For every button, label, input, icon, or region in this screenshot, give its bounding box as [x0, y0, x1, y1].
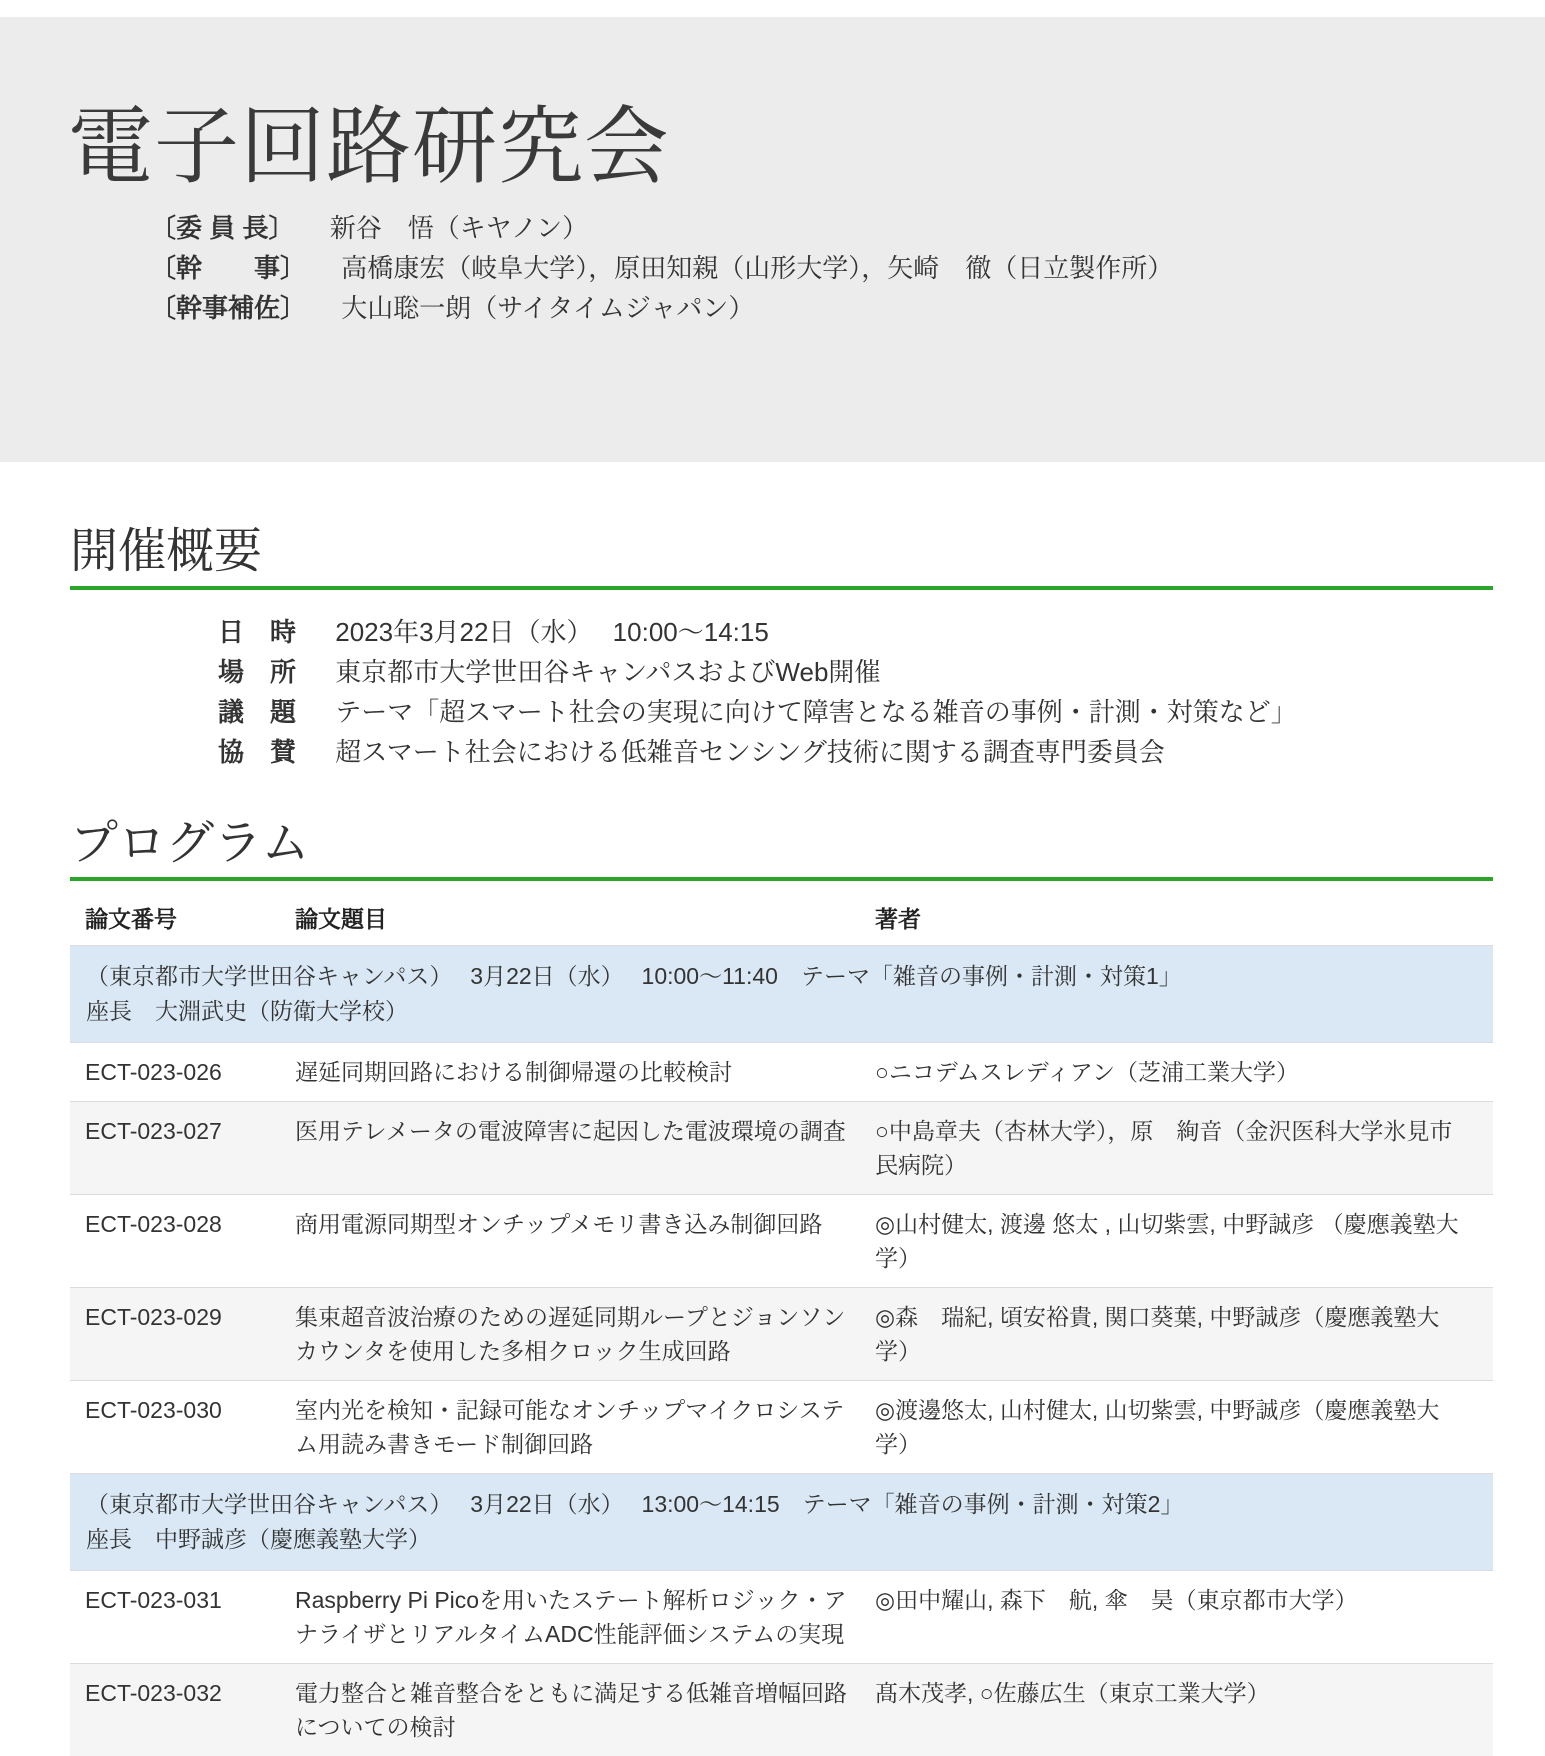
- overview-value: テーマ「超スマート社会の実現に向けて障害となる雑音の事例・計測・対策など」: [335, 696, 1297, 727]
- paper-title-cell: 遅延同期回路における制御帰還の比較検討: [295, 1059, 732, 1086]
- paper-number-cell: ECT-023-032: [85, 1680, 222, 1707]
- column-header-paper-title: 論文題目: [295, 906, 387, 933]
- session-header-row: [70, 1474, 1493, 1571]
- table-row: [70, 1043, 1493, 1102]
- overview-label: 日 時: [218, 616, 297, 647]
- paper-title-cell: 室内光を検知・記録可能なオンチップマイクロシステム用読み書きモード制御回路: [295, 1397, 845, 1458]
- session-info: （東京都市大学世田谷キャンパス） 3月22日（水） 13:00～14:15 テーマ「雑音の事例・計測・対策2」: [86, 1491, 1184, 1518]
- committee-list: [150, 208, 1545, 328]
- paper-title-cell: Raspberry Pi Picoを用いたステート解析ロジック・アナライザとリアルタイムADC性能評価システムの実現: [295, 1587, 847, 1648]
- committee-row-assistant: [150, 288, 1545, 328]
- paper-number-cell: ECT-023-031: [85, 1587, 222, 1614]
- paper-number-cell: ECT-023-027: [85, 1118, 222, 1145]
- page-title: 電子回路研究会: [68, 100, 671, 195]
- session-header-cell: [70, 1474, 1493, 1571]
- program-table: [70, 893, 1493, 1756]
- header-band: [0, 17, 1545, 462]
- authors-cell: ○ニコデムスレディアン（芝浦工業大学）: [875, 1059, 1299, 1086]
- paper-number-cell: ECT-023-029: [85, 1304, 222, 1331]
- authors-cell: ◎田中耀山, 森下 航, 傘 昊（東京都市大学）: [875, 1587, 1358, 1614]
- overview-value: 東京都市大学世田谷キャンパスおよびWeb開催: [335, 656, 881, 687]
- committee-role-label: 〔幹 事〕: [150, 253, 307, 284]
- authors-cell: ○中島章夫（杏林大学），原 絢音（金沢医科大学氷見市民病院）: [875, 1118, 1453, 1179]
- authors-cell: 髙木茂孝, ○佐藤広生（東京工業大学）: [875, 1680, 1270, 1707]
- paper-title-cell: 集束超音波治療のための遅延同期ループとジョンソンカウンタを使用した多相クロック生成回路: [295, 1304, 846, 1365]
- overview-section-heading: 開催概要: [70, 524, 1493, 590]
- table-row: [70, 1571, 1493, 1664]
- committee-role-label: 〔委 員 長〕: [150, 213, 295, 244]
- committee-role-label: 〔幹事補佐〕: [150, 293, 307, 324]
- column-header-row: [70, 893, 1493, 946]
- paper-number-cell: ECT-023-028: [85, 1211, 222, 1238]
- paper-number-cell: ECT-023-030: [85, 1397, 222, 1424]
- paper-number-cell: ECT-023-026: [85, 1059, 222, 1086]
- overview-label: 協 賛: [218, 736, 297, 767]
- table-row: [70, 1664, 1493, 1756]
- overview-row-topic: [218, 692, 1493, 732]
- authors-cell: ◎渡邊悠太, 山村健太, 山切紫雲, 中野誠彦（慶應義塾大学）: [875, 1397, 1440, 1458]
- overview-row-place: [218, 652, 1493, 692]
- overview-label: 場 所: [218, 656, 297, 687]
- paper-title-cell: 電力整合と雑音整合をともに満足する低雑音増幅回路についての検討: [295, 1680, 847, 1741]
- session-chair: 座長 大淵武史（防衛大学校）: [86, 998, 408, 1025]
- column-header-authors: 著者: [875, 906, 921, 933]
- session-chair: 座長 中野誠彦（慶應義塾大学）: [86, 1526, 431, 1553]
- authors-cell: ◎山村健太, 渡邊 悠太 , 山切紫雲, 中野誠彦 （慶應義塾大学）: [875, 1211, 1459, 1272]
- overview-label: 議 題: [218, 696, 297, 727]
- table-row: [70, 1195, 1493, 1288]
- committee-role-value: 新谷 悟（キヤノン）: [329, 213, 589, 244]
- main-content: [70, 524, 1493, 1756]
- authors-cell: ◎森 瑞紀, 頃安裕貴, 関口葵葉, 中野誠彦（慶應義塾大学）: [875, 1304, 1440, 1365]
- table-row: [70, 1102, 1493, 1195]
- session-header-row: [70, 946, 1493, 1043]
- session-info: （東京都市大学世田谷キャンパス） 3月22日（水） 10:00～11:40 テーマ「雑音の事例・計測・対策1」: [86, 963, 1182, 990]
- overview-list: [218, 612, 1493, 772]
- committee-role-value: 大山聡一朗（サイタイムジャパン）: [341, 293, 755, 324]
- table-row: [70, 1381, 1493, 1474]
- session-header-cell: [70, 946, 1493, 1043]
- committee-role-value: 高橋康宏（岐阜大学），原田知親（山形大学），矢崎 徹（日立製作所）: [341, 253, 1174, 284]
- overview-row-datetime: [218, 612, 1493, 652]
- overview-value: 2023年3月22日（水） 10:00～14:15: [335, 616, 769, 647]
- committee-row-secretaries: [150, 248, 1545, 288]
- column-header-paper-number: 論文番号: [85, 906, 177, 933]
- table-row: [70, 1288, 1493, 1381]
- paper-title-cell: 医用テレメータの電波障害に起因した電波環境の調査: [295, 1118, 846, 1145]
- paper-title-cell: 商用電源同期型オンチップメモリ書き込み制御回路: [295, 1211, 823, 1238]
- overview-row-sponsor: [218, 732, 1493, 772]
- overview-value: 超スマート社会における低雑音センシング技術に関する調査専門委員会: [335, 736, 1165, 767]
- program-section-heading: プログラム: [70, 816, 1493, 882]
- program-table-head: [70, 893, 1493, 946]
- committee-row-chair: [150, 208, 1545, 248]
